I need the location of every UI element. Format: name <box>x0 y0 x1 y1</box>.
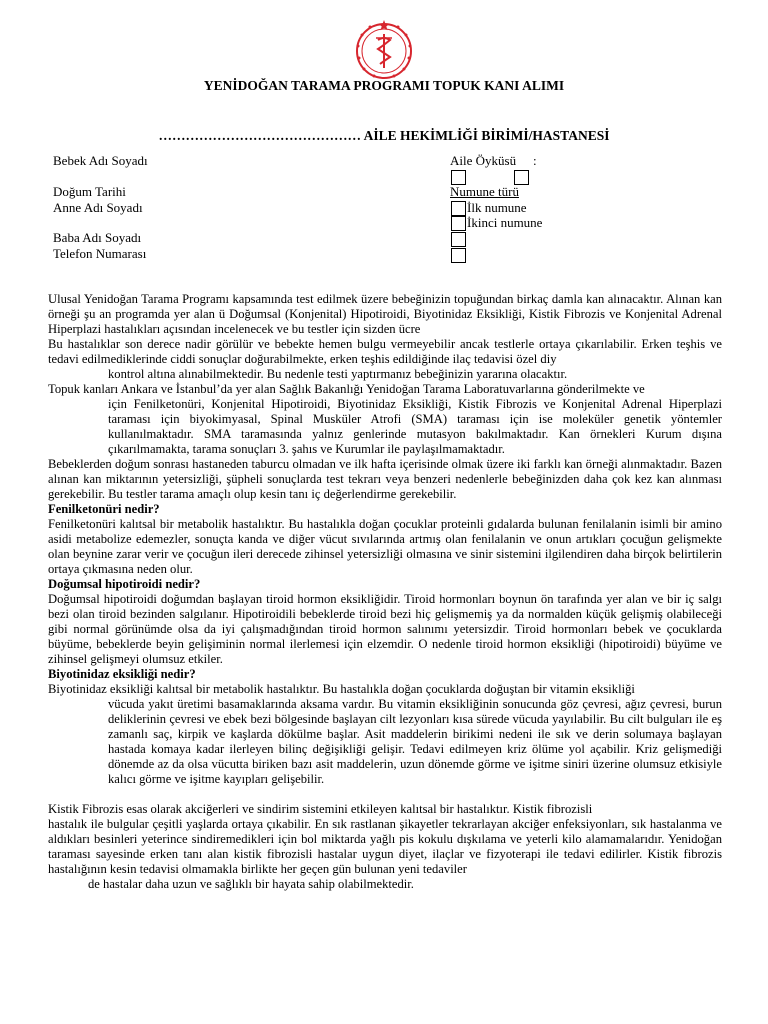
paragraph-biotinidase: Biyotinidaz eksikliği kalıtsal bir metabolik hastalıktır. Bu hastalıkla doğan çocuklarda doğuştan bir vitamin eksikliği <box>48 682 635 696</box>
mother-name-label: Anne Adı Soyadı <box>53 200 143 215</box>
paragraph-rarity: Bu hastalıklar son derece nadir görülür ve bebekte hemen bulgu vermeyebilir ancak testlerle ortaya çıkarılabilir. Erken teşhis ve tedavi edilmediklerinde ciddi sonuçlar doğurabilmekte, erken teşhis edildiğinde ilaç tedavisi özel diy <box>48 337 722 366</box>
first-sample-checkbox[interactable] <box>451 201 466 216</box>
paragraph-cf: Kistik Fibrozis esas olarak akciğerleri ve sindirim sistemini etkileyen kalıtsal bir hastalıktır. Kistik fibrozisli <box>48 802 593 816</box>
sample-type-label: Numune türü <box>450 184 519 199</box>
father-name-label: Baba Adı Soyadı <box>53 230 142 245</box>
phone-label: Telefon Numarası <box>53 246 147 261</box>
family-history-colon: : <box>533 153 537 168</box>
family-history-label: Aile Öyküsü <box>450 153 517 168</box>
birth-date-label: Doğum Tarihi <box>53 184 126 199</box>
body-text <box>48 292 722 892</box>
paragraph-cf-cont: hastalık ile bulgular çeşitli yaşlarda ortaya çıkabilir. En sık rastlanan şikayetler tekrarlayan akciğer enfeksiyonları, sık hastalanma ve aldıkları besinleri yeterince sindiremedikleri için bol miktarda yağlı pis kokulu dışkılama ve yeterli kilo alamamalarıdır. Yenidoğan taraması sayesinde erken tanı alan kistik fibrozisli hastalar uygun diyet, ilaçlar ve fizyoterapi ile tedavi edilirler. Kistik fibrozis hastalığının kesin tedavisi olmamakla birlikte her geçen gün bulunan yeni tedaviler <box>48 817 722 876</box>
first-sample-label: İlk numune <box>467 200 527 215</box>
paragraph-labs-cont: için Fenilketonüri, Konjenital Hipotiroidi, Biyotinidaz Eksikliği, Kistik Fibrozis ve Konjenital Adrenal Hiperplazi taraması için biyokimyasal, Spinal Musküler Atrofi (SMA) taraması için ise moleküler genetik yöntemler kullanılmaktadır. SMA taramasında yalnız genlerinde mutasyon bakılmaktadır. Kan örnekleri Kurum dışına çıkarılmamakta, tarama sonuçları 3. şahıs ve Kurumlar ile paylaşılmamaktadır. <box>108 397 722 456</box>
paragraph-biotinidase-cont: vücuda yakıt üretimi basamaklarında aksama vardır. Bu vitamin eksikliğinin sonucunda göz çevresi, ağız çevresi, burun deliklerinin çevresi ve ebek bezi bölgesinde başlayan cilt lezyonları kısa sürede vücuda yayılabilir. Bu cilt bulguları ile eş zamanlı saç, kirpik ve kaşlarda dökülme başlar. Asit maddelerin birikimi nedeni ile sık ve derin solumaya başlayan hastada komaya kadar ilerleyen bilinç değişikliği gelişir. Tedavi edilmeyen kriz ölüme yol açabilir. Kriz gelişmediği dönemde az da olsa vücutta biriken bazı asit maddelerin, uzun dönemde görme ve işitme siniri üzerine olumsuz etkisiyle kalıcı görme ve işitme kayıpları gelişebilir. <box>108 697 722 786</box>
paragraph-samples: Bebeklerden doğum sonrası hastaneden taburcu olmadan ve ilk hafta içerisinde olmak üzere iki farklı kan örneği alınmaktadır. Bazen alınan kan miktarının yetersizliği, şüpheli sonuçlarda test tekrarı veya benzeri nedenlerle bebeğinizden daha çok kez kan alınması gerekebilir. Bu testler tarama amaçlı olup kesin tanı iç değerlendirme gerekebilir. <box>48 457 722 501</box>
ministry-of-health-emblem-icon <box>352 18 416 82</box>
baby-name-label: Bebek Adı Soyadı <box>53 153 148 168</box>
heading-biotinidase: Biyotinidaz eksikliği nedir? <box>48 667 196 681</box>
second-sample-checkbox[interactable] <box>451 216 466 231</box>
paragraph-labs: Topuk kanları Ankara ve İstanbul’da yer alan Sağlık Bakanlığı Yenidoğan Tarama Laboratuvarlarına gönderilmekte ve <box>48 382 645 396</box>
paragraph-rarity-cont: kontrol altına alınabilmektedir. Bu nedenle testi yaptırmanız bebeğinizin yararına olacaktır. <box>108 367 568 381</box>
paragraph-intro: Ulusal Yenidoğan Tarama Programı kapsamında test edilmek üzere bebeğinizin topuğundan birkaç damla kan alınacaktır. Alınan kan örneği şu an programda yer alan ü Doğumsal (Konjenital) Hipotiroidi, Biyotinidaz Eksikliği, Kistik Fibrozis ve Konjenital Adrenal Hiperplazi hastalıkları açısından incelenecek ve bu testler için sizden ücre <box>48 292 722 336</box>
paragraph-pku: Fenilketonüri kalıtsal bir metabolik hastalıktır. Bu hastalıkla doğan çocuklar proteinli gıdalarda bulunan fenilalanin isimli bir amino asidi metabolize edemezler, sonuçta kanda ve diğer vücut sıvılarında artmış olan fenilalanin ve onun artıkları çocuğun gelişmekte olan beynine zarar verir ve çocuğun ileri derecede zihinsel yetersizliği olmasına ve sinir sistemini ilgilendiren daha birçok belirtilerin ortaya çıkmasına neden olur. <box>48 517 722 576</box>
paragraph-cf-end: de hastalar daha uzun ve sağlıklı bir hayata sahip olabilmektedir. <box>88 877 414 891</box>
heading-hypothyroidism: Doğumsal hipotiroidi nedir? <box>48 577 201 591</box>
second-sample-label: İkinci numune <box>467 215 543 230</box>
family-history-no-checkbox[interactable] <box>514 170 529 185</box>
extra-checkbox-1[interactable] <box>451 232 466 247</box>
extra-checkbox-2[interactable] <box>451 248 466 263</box>
heading-pku: Fenilketonüri nedir? <box>48 502 160 516</box>
paragraph-hypothyroidism: Doğumsal hipotiroidi doğumdan başlayan tiroid hormon eksikliğidir. Tiroid hormonları boynun ön tarafında yer alan ve bir iç salgı bezi olan tiroid bezinden salgılanır. Hipotiroidili bebeklerde tiroid bezi hiç gelişmemiş ya da normalden küçük gelişmiş olabileceği gibi normal görünümde olsa da iyi çalışmadığından tiroid hormon salınımı yetersizdir. Tiroid hormonları bebek ve çocuklarda büyüme, bebeklerde beyin gelişiminin normal ilerlemesi için elzemdir. O nedenle tiroid hormon eksikliği (hipotiroidi) büyüme ve zihinsel gelişmeyi olumsuz etkiler. <box>48 592 722 666</box>
page-title: YENİDOĞAN TARAMA PROGRAMI TOPUK KANI ALIMI <box>203 78 565 93</box>
institution-line: ……………………………………… AİLE HEKİMLİĞİ BİRİMİ/HASTANESİ <box>158 128 610 143</box>
family-history-yes-checkbox[interactable] <box>451 170 466 185</box>
